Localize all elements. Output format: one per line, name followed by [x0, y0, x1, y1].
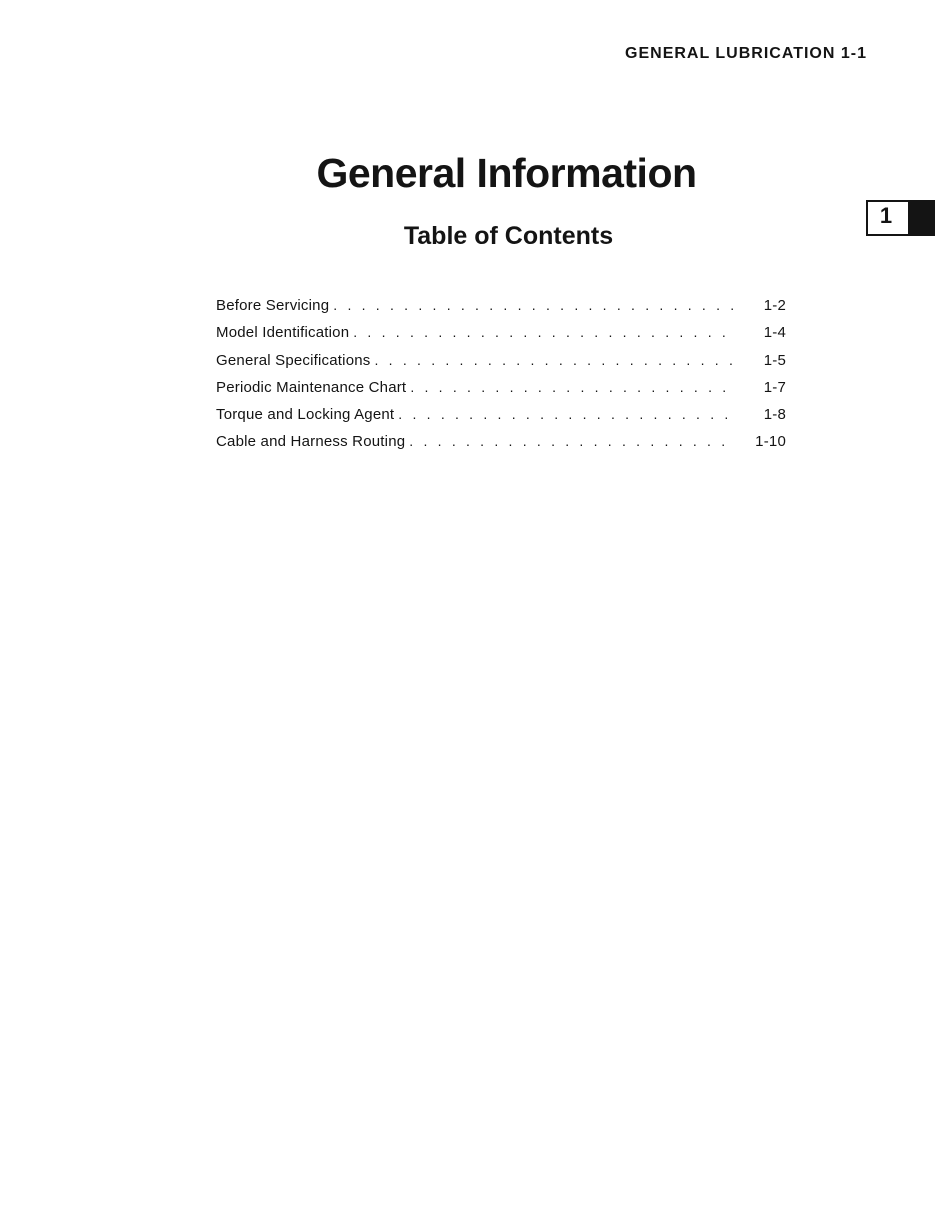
toc-dot-leader	[398, 406, 734, 422]
table-of-contents	[216, 297, 786, 461]
running-header: GENERAL LUBRICATION 1-1	[625, 45, 867, 62]
toc-dot-leader	[410, 379, 734, 395]
toc-entry-page: 1-4	[763, 324, 786, 342]
toc-dot-leader	[333, 297, 734, 313]
toc-entry-label: Periodic Maintenance Chart	[216, 378, 407, 396]
toc-entry-model-identification[interactable]	[216, 324, 786, 351]
toc-entry-cable-and-harness-routing[interactable]	[216, 433, 786, 460]
toc-entry-label: General Specifications	[216, 351, 371, 369]
toc-entry-page: 1-8	[763, 406, 786, 424]
toc-entry-label: Cable and Harness Routing	[216, 433, 406, 451]
toc-entry-page: 1-2	[763, 297, 786, 314]
toc-entry-page: 1-7	[763, 378, 786, 396]
toc-dot-leader	[374, 352, 734, 368]
toc-heading: Table of Contents	[403, 222, 614, 250]
toc-entry-torque-and-locking-agent[interactable]	[216, 406, 786, 433]
toc-entry-label: Torque and Locking Agent	[216, 406, 395, 424]
toc-entry-label: Model Identification	[216, 324, 350, 342]
chapter-tab-number: 1	[879, 203, 893, 228]
page-title: General Information	[316, 150, 697, 196]
toc-entry-before-servicing[interactable]	[216, 297, 786, 324]
toc-entry-page: 1-5	[763, 351, 786, 369]
toc-entry-general-specifications[interactable]	[216, 352, 786, 379]
toc-entry-label: Before Servicing	[216, 297, 330, 314]
toc-dot-leader	[409, 433, 734, 449]
toc-dot-leader	[353, 324, 734, 340]
toc-entry-periodic-maintenance-chart[interactable]	[216, 379, 786, 406]
toc-entry-page: 1-10	[755, 433, 786, 451]
